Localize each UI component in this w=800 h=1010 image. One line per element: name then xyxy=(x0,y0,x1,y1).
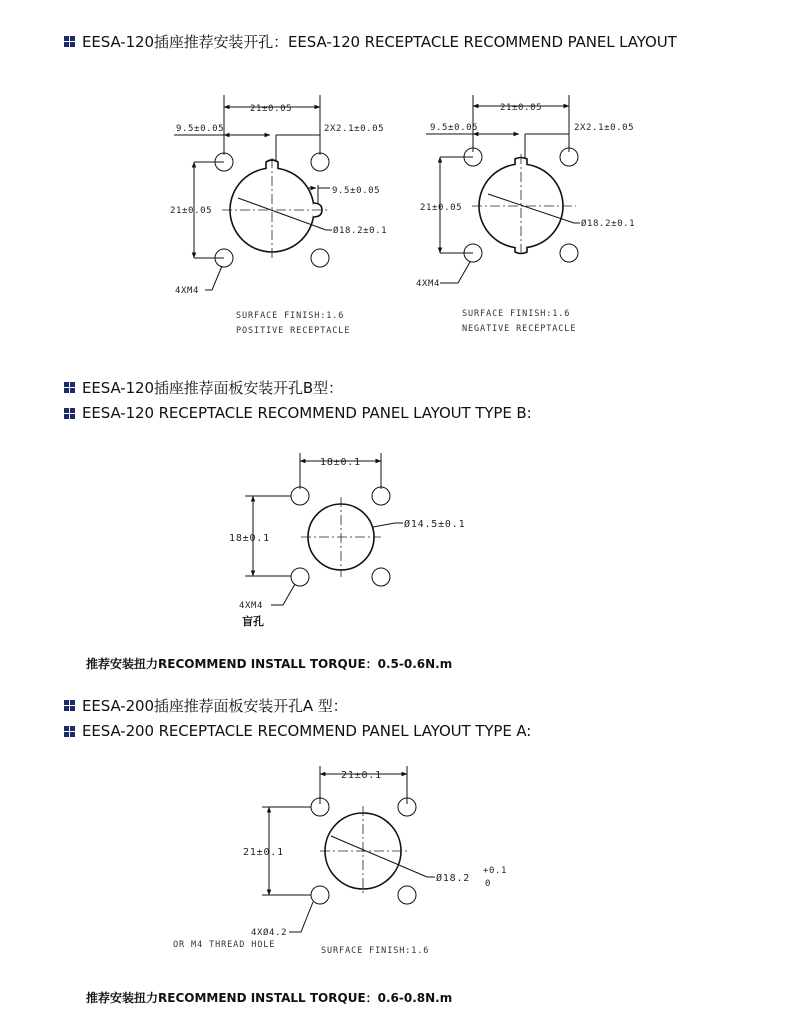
holes-label: 4XM4 xyxy=(416,279,441,289)
section-title-eesa200-cn xyxy=(64,695,348,716)
section-title-typeb-en xyxy=(64,404,532,422)
square-bullet-icon xyxy=(64,700,75,711)
square-bullet-icon xyxy=(64,36,75,47)
diagram-eesa200-type-a xyxy=(165,760,515,960)
heading-text: EESA-200插座推荐面板安装开孔A 型： xyxy=(82,697,348,715)
dim-slot: 2X2.1±0.05 xyxy=(574,123,635,133)
diameter-label: Ø14.5±0.1 xyxy=(404,519,466,530)
dim-left-offset: 9.5±0.05 xyxy=(176,124,225,134)
heading-text: EESA-120插座推荐面板安装开孔B型： xyxy=(82,379,343,397)
diagram-positive-receptacle xyxy=(160,90,400,345)
holes-alt-label: OR M4 THREAD HOLE xyxy=(173,940,276,950)
heading-text: EESA-120插座推荐安装开孔：EESA-120 RECEPTACLE RECOMMEND PANEL LAYOUT xyxy=(82,33,677,51)
dim-top: 21±0.05 xyxy=(500,103,543,113)
diagram-type-b xyxy=(225,445,495,635)
holes-label: 4XØ4.2 xyxy=(251,928,288,938)
square-bullet-icon xyxy=(64,408,75,419)
type-label: POSITIVE RECEPTACLE xyxy=(236,326,351,336)
dim-top: 21±0.05 xyxy=(250,104,293,114)
dim-slot: 2X2.1±0.05 xyxy=(324,124,385,134)
diagram-negative-receptacle xyxy=(410,90,650,345)
diameter-label: Ø18.2±0.1 xyxy=(581,219,636,229)
dim-vertical: 18±0.1 xyxy=(229,533,270,544)
finish-label: SURFACE FINISH:1.6 xyxy=(462,309,571,319)
torque-note-1: 推荐安装扭力RECOMMEND INSTALL TORQUE：0.5-0.6N.m xyxy=(86,657,453,671)
square-bullet-icon xyxy=(64,382,75,393)
dim-right-offset: 9.5±0.05 xyxy=(332,186,381,196)
blind-hole-note: 盲孔 xyxy=(242,615,264,628)
finish-label: SURFACE FINISH:1.6 xyxy=(236,311,345,321)
type-label: NEGATIVE RECEPTACLE xyxy=(462,324,577,334)
section-title-typeb-cn xyxy=(64,377,343,398)
section-title-eesa120 xyxy=(64,31,677,52)
dim-top: 21±0.1 xyxy=(341,770,382,781)
diameter-label: Ø18.2 xyxy=(436,873,471,884)
dim-vertical: 21±0.1 xyxy=(243,847,284,858)
tolerance-lower: 0 xyxy=(485,879,492,889)
heading-text: EESA-200 RECEPTACLE RECOMMEND PANEL LAYOUT TYPE A: xyxy=(82,722,532,740)
dim-vertical: 21±0.05 xyxy=(170,206,213,216)
section-title-eesa200-en xyxy=(64,722,531,740)
holes-label: 4XM4 xyxy=(239,601,264,611)
square-bullet-icon xyxy=(64,726,75,737)
dim-top: 18±0.1 xyxy=(320,457,361,468)
holes-label: 4XM4 xyxy=(175,286,200,296)
dim-left-offset: 9.5±0.05 xyxy=(430,123,479,133)
torque-note-2: 推荐安装扭力RECOMMEND INSTALL TORQUE：0.6-0.8N.m xyxy=(86,991,453,1005)
tolerance-upper: +0.1 xyxy=(483,866,508,876)
finish-label: SURFACE FINISH:1.6 xyxy=(321,946,430,956)
diameter-label: Ø18.2±0.1 xyxy=(333,226,388,236)
dim-vertical: 21±0.05 xyxy=(420,203,463,213)
heading-text: EESA-120 RECEPTACLE RECOMMEND PANEL LAYOUT TYPE B: xyxy=(82,404,532,422)
